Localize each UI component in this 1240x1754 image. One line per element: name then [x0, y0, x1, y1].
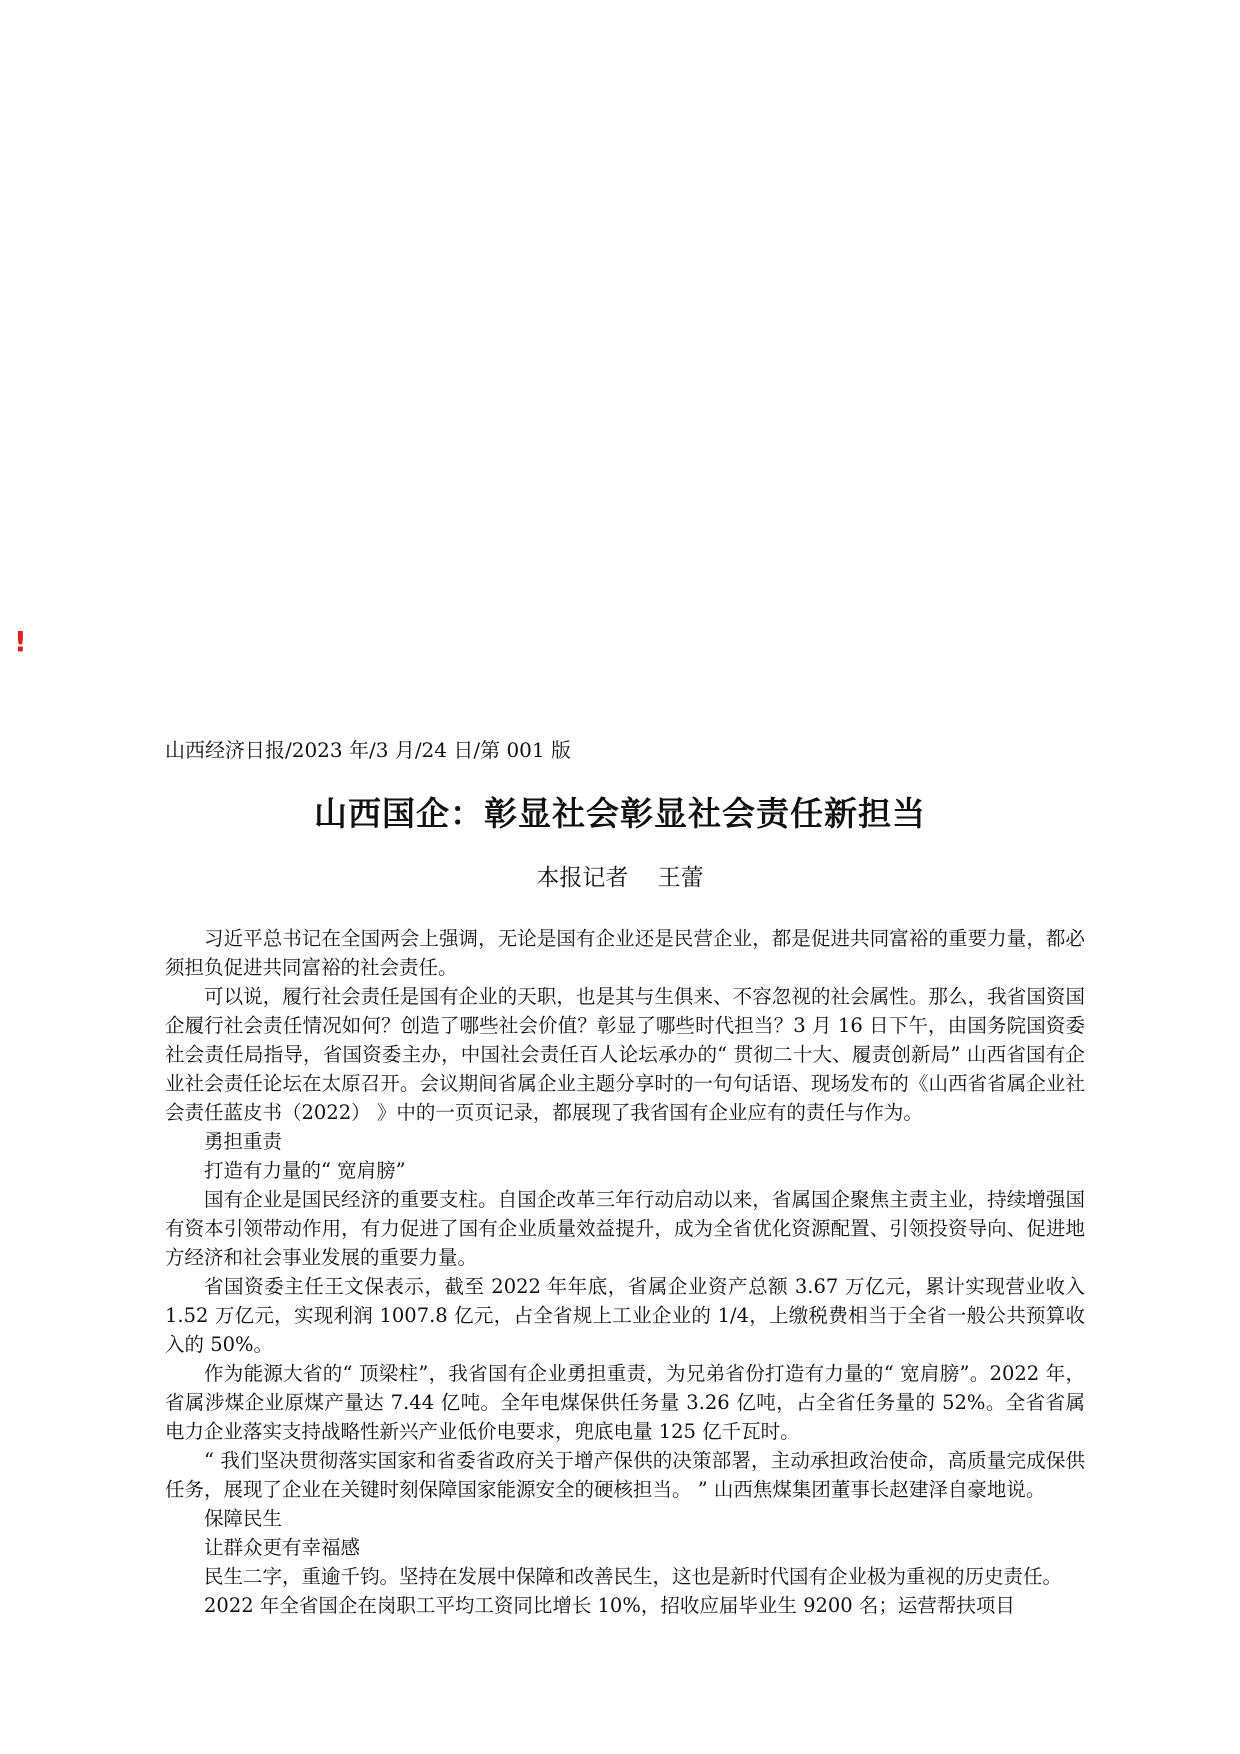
byline: 本报记者 王蕾	[536, 865, 704, 891]
paragraph: 2022 年全省国企在岗职工平均工资同比增长 10%，招收应届毕业生 9200 名；运营帮扶项目	[204, 1594, 1015, 1617]
article-body	[165, 924, 1085, 1620]
quote-paragraph: “ 我们坚决贯彻落实国家和省委省政府关于增产保供的决策部署，主动承担政治使命，高质量完成保供任务，展现了企业在关键时刻保障国家能源安全的硬核担当。 ” 山西焦煤集团董事长赵建泽自豪地说。	[165, 1449, 1085, 1501]
red-exclamation-mark: !	[14, 625, 27, 658]
paragraph: 可以说，履行社会责任是国有企业的天职，也是其与生俱来、不容忽视的社会属性。那么，我省国资国企履行社会责任情况如何？创造了哪些社会价值？彰显了哪些时代担当？3 月 16 日下午，由国务院国资委社会责任局指导，省国资委主办，中国社会责任百人论坛承办的“ 贯彻二十大、履责创新局” 山西省国有企业社会责任论坛在太原召开。会议期间省属企业主题分享时的一句句话语、现场发布的《山西省省属企业社会责任蓝皮书（2022） 》中的一页页记录，都展现了我省国有企业应有的责任与作为。	[165, 985, 1085, 1124]
paragraph: 国有企业是国民经济的重要支柱。自国企改革三年行动启动以来，省属国企聚焦主责主业，持续增强国有资本引领带动作用，有力促进了国有企业质量效益提升，成为全省优化资源配置、引领投资导向、促进地方经济和社会事业发展的重要力量。	[165, 1188, 1085, 1269]
paragraph: 作为能源大省的“ 顶梁柱”，我省国有企业勇担重责，为兄弟省份打造有力量的“ 宽肩膀”。2022 年，省属涉煤企业原煤产量达 7.44 亿吨。全年电煤保供任务量 3.26 亿吨，占全省任务量的 52%。全省省属电力企业落实支持战略性新兴产业低价电要求，兜底电量 125 亿千瓦时。	[165, 1362, 1085, 1443]
paragraph: 习近平总书记在全国两会上强调，无论是国有企业还是民营企业，都是促进共同富裕的重要力量，都必须担负促进共同富裕的社会责任。	[165, 927, 1085, 979]
section-subheading: 打造有力量的“ 宽肩膀”	[204, 1159, 406, 1182]
section-subheading: 让群众更有幸福感	[204, 1536, 361, 1559]
section-heading: 保障民生	[204, 1507, 283, 1530]
section-heading: 勇担重责	[204, 1130, 283, 1153]
source-line: 山西经济日报/2023 年/3 月/24 日/第 001 版	[165, 738, 571, 762]
article-title: 山西国企：彰显社会彰显社会责任新担当	[314, 794, 926, 833]
paragraph: 省国资委主任王文保表示，截至 2022 年年底，省属企业资产总额 3.67 万亿元，累计实现营业收入 1.52 万亿元，实现利润 1007.8 亿元，占全省规上工业企业的 1/4，上缴税费相当于全省一般公共预算收入的 50%。	[165, 1275, 1085, 1356]
paragraph: 民生二字，重逾千钧。坚持在发展中保障和改善民生，这也是新时代国有企业极为重视的历史责任。	[204, 1565, 1063, 1588]
